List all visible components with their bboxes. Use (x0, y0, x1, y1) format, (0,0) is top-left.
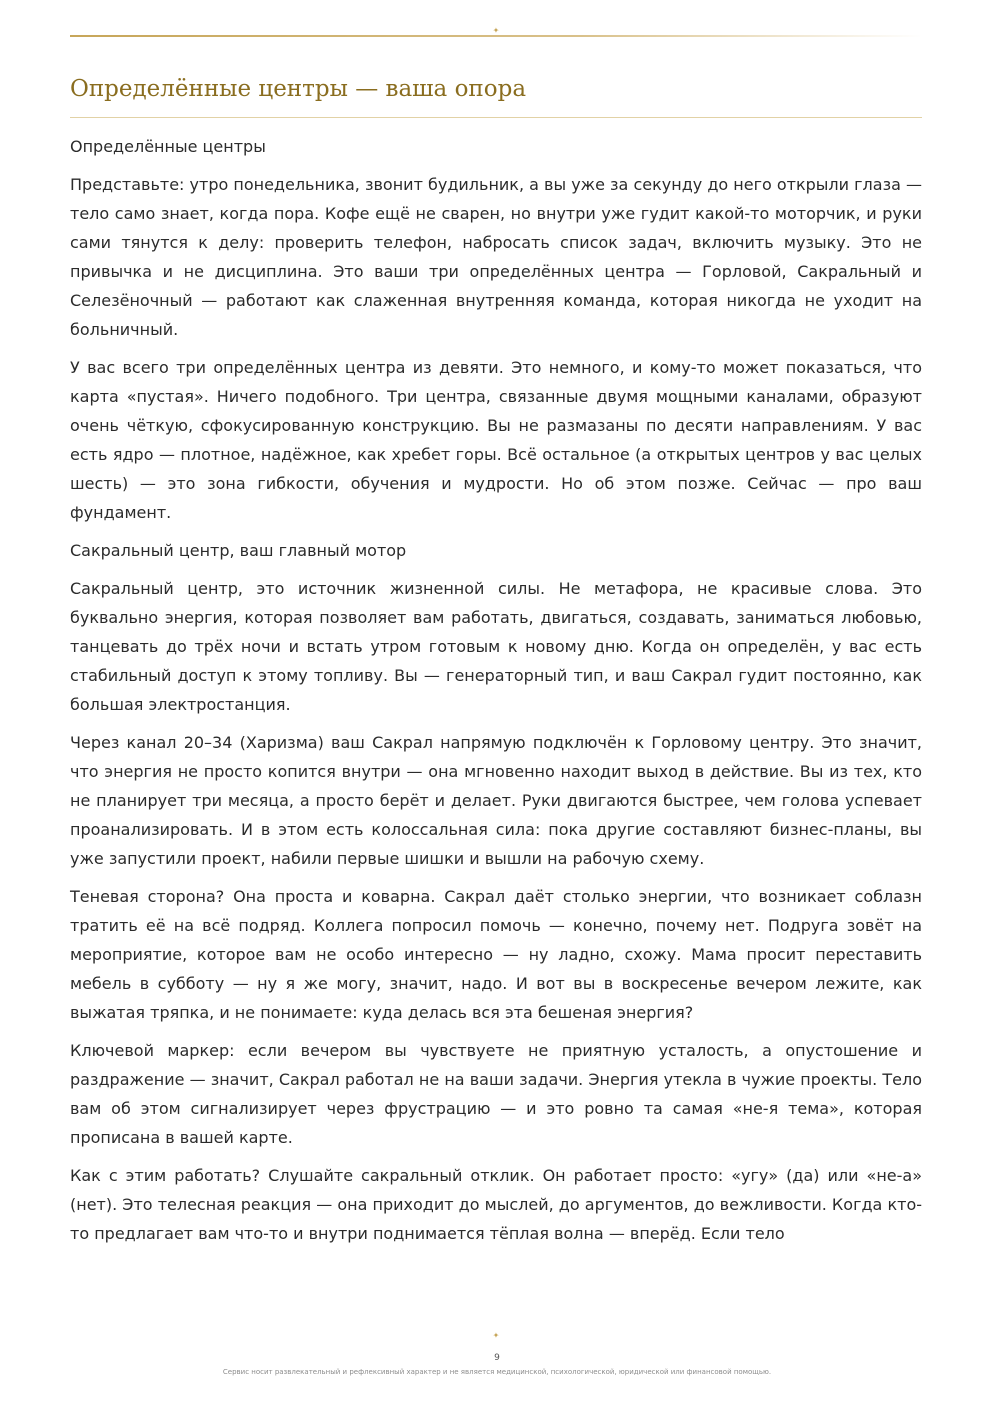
bottom-ornament-icon: ✦ (492, 1331, 500, 1340)
body-paragraph: Теневая сторона? Она проста и коварна. Сакрал даёт столько энергии, что возникает соблазн тратить её на всё подряд. Коллега попросил помочь — конечно, почему нет. Подруга зовёт на мероприятие, которое вам не особо интересно — ну ладно, схожу. Мама просит переставить мебель в субботу — ну я же могу, значит, надо. И вот вы в воскресенье вечером лежите, как выжатая тряпка, и не понимаете: куда делась вся эта бешеная энергия? (70, 887, 922, 1022)
section-subheading: Определённые центры (70, 137, 266, 156)
title-divider (70, 117, 922, 118)
section-subheading: Сакральный центр, ваш главный мотор (70, 541, 407, 560)
body-paragraph: Ключевой маркер: если вечером вы чувствуете не приятную усталость, а опустошение и раздражение — значит, Сакрал работал не на ваши задачи. Энергия утекла в чужие проекты. Тело вам об этом сигнализирует через фрустрацию — и это ровно та самая «не-я тема», которая прописана в вашей карте. (70, 1041, 922, 1147)
body-paragraph: Представьте: утро понедельника, звонит будильник, а вы уже за секунду до него открыли глаза — тело само знает, когда пора. Кофе ещё не сварен, но внутри уже гудит какой-то моторчик, и руки сами тянутся к делу: проверить телефон, набросать список задач, включить музыку. Это не привычка и не дисциплина. Это ваши три определённых центра — Горловой, Сакральный и Селезёночный — работают как слаженная внутренняя команда, которая никогда не уходит на больничный. (70, 175, 922, 339)
document-body (70, 132, 922, 1257)
body-paragraph: Через канал 20–34 (Харизма) ваш Сакрал напрямую подключён к Горловому центру. Это значит, что энергия не просто копится внутри — она мгновенно находит выход в действие. Вы из тех, кто не планирует три месяца, а просто берёт и делает. Руки двигаются быстрее, чем голова успевает проанализировать. И в этом есть колоссальная сила: пока другие составляют бизнес-планы, вы уже запустили проект, набили первые шишки и вышли на рабочую схему. (70, 733, 922, 868)
page-title: Определённые центры — ваша опора (70, 76, 527, 102)
page-number: 9 (494, 1353, 500, 1363)
body-paragraph: Сакральный центр, это источник жизненной силы. Не метафора, не красивые слова. Это буквально энергия, которая позволяет вам работать, двигаться, создавать, заниматься любовью, танцевать до трёх ночи и встать утром готовым к новому дню. Когда он определён, у вас есть стабильный доступ к этому топливу. Вы — генераторный тип, и ваш Сакрал гудит постоянно, как большая электростанция. (70, 579, 922, 714)
body-paragraph: У вас всего три определённых центра из девяти. Это немного, и кому-то может показаться, что карта «пустая». Ничего подобного. Три центра, связанные двумя мощными каналами, образуют очень чёткую, сфокусированную конструкцию. Вы не размазаны по десяти направлениям. У вас есть ядро — плотное, надёжное, как хребет горы. Всё остальное (а открытых центров у вас целых шесть) — это зона гибкости, обучения и мудрости. Но об этом позже. Сейчас — про ваш фундамент. (70, 358, 922, 522)
footer-disclaimer: Сервис носит развлекательный и рефлексивный характер и не является медицинской, психологической, юридической или финансовой помощью. (222, 1368, 772, 1376)
top-ornament-icon: ✦ (492, 26, 500, 35)
body-paragraph: Как с этим работать? Слушайте сакральный отклик. Он работает просто: «угу» (да) или «не-а» (нет). Это телесная реакция — она приходит до мыслей, до аргументов, до вежливости. Когда кто-то предлагает вам что-то и внутри поднимается тёплая волна — вперёд. Если тело (70, 1166, 922, 1243)
